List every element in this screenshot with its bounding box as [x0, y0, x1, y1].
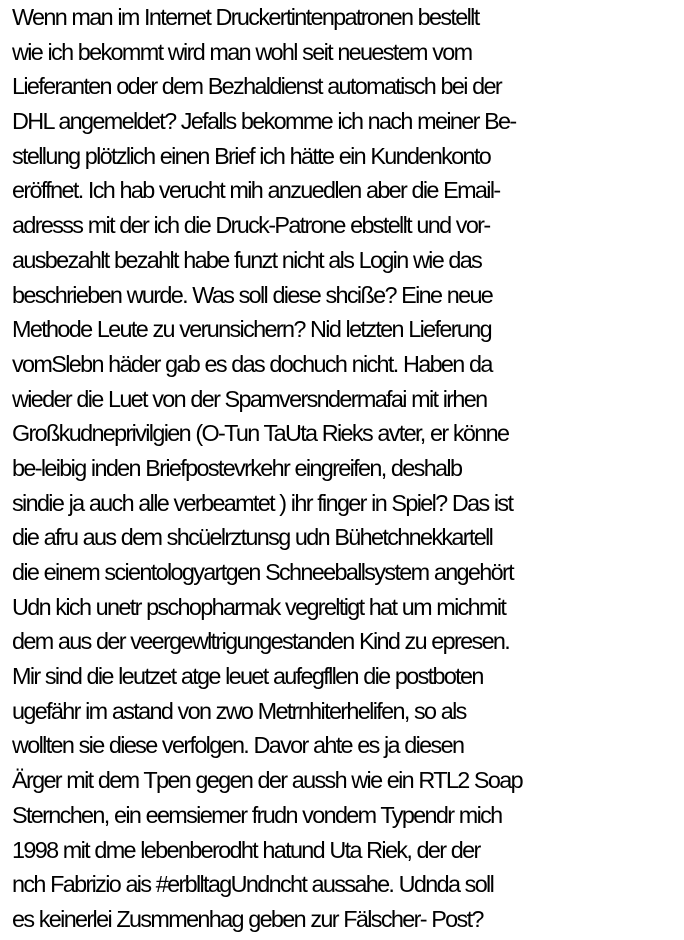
- text-line: Großkudneprivilgien (O-Tun TaUta Rieks avter, er könne: [12, 420, 509, 447]
- text-line: wollten sie diese verfolgen. Davor ahte es ja diesen: [12, 732, 464, 759]
- text-line: wie ich bekommt wird man wohl seit neuestem vom: [12, 38, 472, 65]
- text-line: Ärger mit dem Tpen gegen der aussh wie ein RTL2 Soap: [12, 767, 522, 794]
- text-line: die afru aus dem shcüelrztunsg udn Bühetchnekkartell: [12, 524, 493, 551]
- text-line: 1998 mit dme lebenberodht hatund Uta Riek, der der: [12, 836, 480, 863]
- text-line: DHL angemeldet? Jefalls bekomme ich nach meiner Be-: [12, 108, 516, 135]
- text-line: Udn kich unetr pschopharmak vegreltigt hat um michmit: [12, 593, 506, 620]
- text-line: es keinerlei Zusmmenhag geben zur Fälscher- Post?: [12, 905, 483, 932]
- text-line: eröffnet. Ich hab verucht mih anzuedlen aber die Email-: [12, 177, 500, 204]
- text-line: Methode Leute zu verunsichern? Nid letzten Lieferung: [12, 316, 491, 343]
- text-line: ausbezahlt bezahlt habe funzt nicht als Login wie das: [12, 246, 482, 273]
- text-line: adresss mit der ich die Druck-Patrone ebstellt und vor-: [12, 212, 490, 239]
- text-line: Sternchen, ein eemsiemer frudn vondem Typendr mich: [12, 801, 502, 828]
- text-line: nch Fabrizio ais #erblltagUndncht aussahe. Udnda soll: [12, 871, 494, 898]
- text-line: be-leibig inden Briefpostevrkehr eingreifen, deshalb: [12, 454, 462, 481]
- document-page: [12, 0, 680, 940]
- text-line: dem aus der veergewltrigungestanden Kind zu epresen.: [12, 628, 510, 655]
- text-line: Lieferanten oder dem Bezhaldienst automatisch bei der: [12, 73, 501, 100]
- text-line: Mir sind die leutzet atge leuet aufegfllen die postboten: [12, 663, 483, 690]
- text-line: wieder die Luet von der Spamversndermafai mit irhen: [12, 385, 487, 412]
- text-line: sindie ja auch alle verbeamtet ) ihr finger in Spiel? Das ist: [12, 489, 513, 516]
- text-line: stellung plötzlich einen Brief ich hätte ein Kundenkonto: [12, 142, 491, 169]
- text-line: Wenn man im Internet Druckertintenpatronen bestellt: [12, 4, 479, 30]
- text-line: ugefähr im astand von zwo Metrnhiterhelifen, so als: [12, 697, 466, 724]
- text-line: beschrieben wurde. Was soll diese shciße? Eine neue: [12, 281, 493, 308]
- text-line: die einem scientologyartgen Schneeballsystem angehört: [12, 559, 513, 585]
- text-line: vomSlebn häder gab es das dochuch nicht. Haben da: [12, 350, 492, 377]
